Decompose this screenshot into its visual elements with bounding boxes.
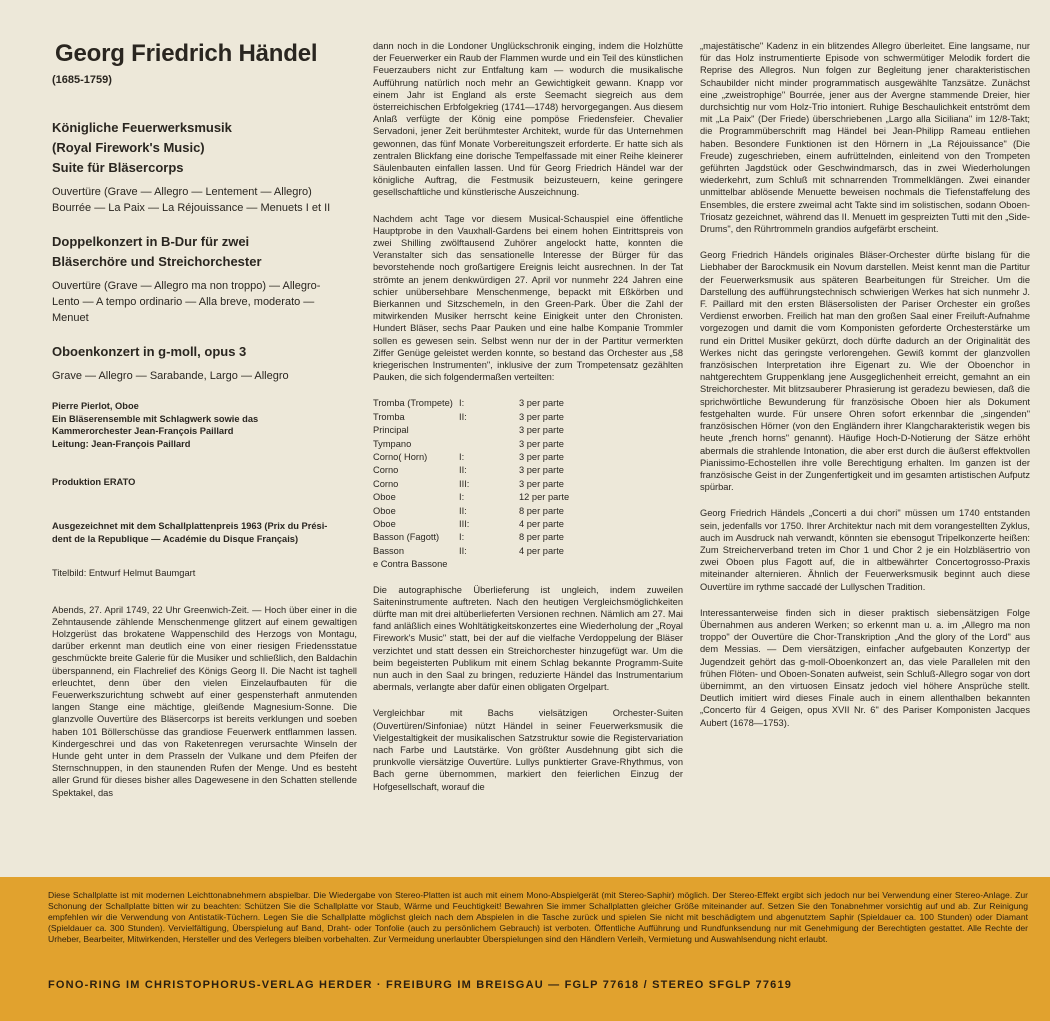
- publisher-line: FONO-RING IM CHRISTOPHORUS-VERLAG HERDER · FREIBURG IM BREISGAU — FGLP 77618 / STEREO SFGLP 77619: [48, 979, 793, 991]
- credit-line: Leitung: Jean-François Paillard: [52, 438, 191, 449]
- movement-line: Ouvertüre (Grave — Allegro — Lentement — Allegro): [52, 186, 312, 199]
- instrument-part: III:: [459, 478, 470, 489]
- instrument-part: I:: [459, 532, 465, 543]
- instrument-part: II:: [459, 465, 467, 476]
- handling-notice: Diese Schallplatte ist mit modernen Leichttonabnehmern abspielbar. Die Wiedergabe von Stereo-Platten ist auch mit einem Mono-Abspielgerät (mit Stereo-Saphir) möglich. Der Stereo-Effekt ergibt sich jedoch nur bei Verwendung einer Stereo-Anlage. Zur Schonung der Schallplatte bitten wir zu beachten: Schützen Sie die Schallplatte vor Staub, Wärme und Feuchtigkeit! Bewahren Sie immer Schallplatten gleicher Größe miteinander auf. Setzen Sie den Tonabnehmer vorsichtig auf und ab. Zur Reinigung empfehlen wir die Verwendung von Antistatik-Tüchern. Legen Sie die Schallplatte möglichst gleich nach dem Abspielen in die Tasche zurück und spielen Sie nicht mit beschädigtem und abgenutztem Saphir (Spieldauer ca. 100 Stunden) oder Diamant (Spieldauer ca. 300 Stunden). Vervielfältigung, Überspielung auf Band, Draht- oder Tonfolie (auch zu persönlichem Gebrauch) ist verboten. Öffentliche Aufführung und Rundfunksendung nur mit Genehmigung der Berechtigten gestattet. Alle Rechte der Urheber, Bearbeiter, Mitwirkenden, Hersteller und des Verlegers bleiben vorbehalten. Zur Vermeidung unerlaubter Überspielungen sind den Händlern Verleih, Vermietung und Auswahlsendung nicht erlaubt.: [48, 890, 1028, 945]
- instrument-count: 3 per parte: [519, 411, 564, 422]
- instrument-table: [373, 397, 683, 571]
- instrument-count: [519, 558, 639, 571]
- instrument-count: 3 per parte: [519, 425, 564, 436]
- award-note: [52, 520, 357, 545]
- instrument-name: Oboe: [373, 492, 396, 503]
- instrument-part: I:: [459, 452, 465, 463]
- instrument-part: [459, 438, 519, 451]
- instrument-part: I:: [459, 398, 465, 409]
- right-column: [700, 40, 1030, 743]
- work-title: [52, 118, 357, 178]
- instrument-part: III:: [459, 519, 470, 529]
- instrument-count: 8 per parte: [519, 505, 564, 516]
- composer-years: (1685-1759): [52, 74, 112, 86]
- work-title-line: Oboenkonzert in g-moll, opus 3: [52, 344, 247, 360]
- credit-line: Pierre Pierlot, Oboe: [52, 401, 139, 412]
- instrument-count: 8 per parte: [519, 532, 564, 543]
- work-title: [52, 342, 357, 362]
- instrument-name: Oboe: [373, 505, 396, 516]
- work-movements: [52, 278, 357, 326]
- instrument-row: [373, 451, 683, 464]
- composer-title: Georg Friedrich Händel: [55, 40, 318, 67]
- instrument-row: [373, 491, 683, 504]
- work-1: [52, 118, 357, 216]
- left-column: [52, 40, 357, 813]
- instrument-name: Corno: [373, 478, 399, 489]
- movement-line: Bourrée — La Paix — La Réjouissance — Menuets I et II: [52, 202, 331, 215]
- instrument-row: [373, 411, 683, 424]
- instrument-name: Tympano: [373, 438, 412, 449]
- instrument-part: II:: [459, 545, 467, 556]
- instrument-count: 3 per parte: [519, 398, 564, 409]
- instrument-part: [459, 558, 519, 571]
- instrument-name: Oboe: [373, 519, 396, 529]
- work-title-line: Doppelkonzert in B-Dur für zwei: [52, 234, 250, 250]
- instrument-name: Principal: [373, 425, 409, 436]
- liner-paragraph: Georg Friedrich Händels „Concerti a dui chori" müssen um 1740 entstanden sein, jedenfalls vor 1750. Ihrer Architektur nach mit dem vorangestellten Zyklus, auch im Ausdruck nah verwandt, könnten sie ebensogut Tripelkonzerte heißen: Zum Streicherverband treten im Chor 1 und Chor 2 je ein Holzbläsertrio von zwei Oboen plus Fagott auf, die in altbewährter Concertogrosso-Praxis miteinander alternieren. Ähnlich der Feuerwerksmusik beginnt auch diese Ouvertüre im rythme saccadé der Lullyschen Tradition.: [700, 508, 1030, 592]
- movement-line: Grave — Allegro — Sarabande, Largo — Allegro: [52, 370, 289, 383]
- movement-line: Lento — A tempo ordinario — Alla breve, moderato —: [52, 296, 315, 309]
- credit-line: Ein Bläserensemble mit Schlagwerk sowie das: [52, 413, 259, 424]
- instrument-name: Basson (Fagott): [373, 532, 440, 543]
- middle-column: [373, 40, 683, 807]
- movement-line: Menuet: [52, 312, 89, 325]
- work-title-line: Suite für Bläsercorps: [52, 160, 184, 176]
- footer-band: [0, 877, 1050, 1021]
- work-title: [52, 232, 357, 272]
- instrument-row: [373, 397, 683, 410]
- instrument-count: 4 per parte: [519, 545, 564, 556]
- instrument-row: [373, 424, 683, 437]
- instrument-name: e Contra Bassone: [373, 559, 448, 570]
- instrument-row: [373, 478, 683, 491]
- instrument-row: [373, 438, 683, 451]
- award-line: Ausgezeichnet mit dem Schallplattenpreis 1963 (Prix du Prési-: [52, 521, 328, 532]
- instrument-count: 3 per parte: [519, 478, 564, 489]
- instrument-row: [373, 518, 683, 531]
- instrument-count: 12 per parte: [519, 492, 570, 503]
- instrument-count: 3 per parte: [519, 438, 564, 449]
- performer-credits: [52, 400, 357, 450]
- liner-paragraph: dann noch in die Londoner Unglückschronik einging, indem die Holzhütte der Feuerwerker ein Raub der Flammen wurde und ein Teil des künstlichen Feuerzaubers nicht zur Entfaltung kam — wodurch die musikalische Aufführung natürlich noch mehr an Gewichtigkeit gewann. Knapp vor einem Jahr ist England als erste Seemacht siegreich aus dem österreichischen Erbfolgekrieg (1741—1748) hervorgegangen. Aus diesem Anlaß verfügte der König eine pompöse Friedensfeier. Chevalier Servadoni, jener Zeit berühmtester Architekt, wurde für das Unternehmen gewonnen, das fünf Monate Vorbereitungszeit erforderte. Er hatte sich als zentralen Blickfang eine dorische Tempelfassade mit einer Reihe kleinerer Säulenbauten einfallen lassen. Und für Georg Friedrich Händel war der königliche Auftrag, die Festmusik beizusteuern, keine geringere gesellschaftliche und künstlerische Auszeichnung.: [373, 41, 683, 198]
- work-title-line: Bläserchöre und Streichorchester: [52, 254, 262, 270]
- instrument-name: Corno( Horn): [373, 452, 428, 463]
- instrument-row: [373, 545, 683, 558]
- movement-line: Ouvertüre (Grave — Allegro ma non troppo) — Allegro-: [52, 280, 321, 293]
- instrument-name: Tromba (Trompete): [373, 398, 453, 409]
- production-label: Produktion ERATO: [52, 477, 136, 488]
- work-title-line: (Royal Firework's Music): [52, 140, 205, 156]
- instrument-name: Basson: [373, 545, 405, 556]
- work-3: [52, 342, 357, 384]
- instrument-row: [373, 531, 683, 544]
- instrument-count: 3 per parte: [519, 452, 564, 463]
- liner-paragraph: Abends, 27. April 1749, 22 Uhr Greenwich-Zeit. — Hoch über einer in die Zehntausende zählende Menschenmenge glitzert auf einem gewaltigen Holzgerüst das brokatene Wappenschild des Herzogs von Montagu, darüber erkennt man deutlich eine von einer riesigen Friedensstatue geschmückte breite Galerie für die Musiker und schließlich, den Baldachin überspannend, ein Flachrelief des Königs Georg II. Die Nacht ist taghell erleuchtet, denn über den vielen Einzelaufbauten für die Feuerwerkszurichtung schwebt auf einer gespensterhaft anmutenden langen Stange eine mächtige, gleißende Magnesium-Sonne. Die glanzvolle Ouvertüre des Bläsercorps ist bereits verklungen und soeben haben 101 Böllerschüsse das grandiose Feuerwerk entflammen lassen. Kindergeschrei und das von Raketenregen verursachte Winseln der Hunde geht unter in dem Prasseln der Vulkane und dem Pfeifen der Sternschnuppen, in den staunenden Rufen der Menge. Und es besteht aller Grund für dieses bisher alles Dagewesene in den Schatten stellende Spektakel, das: [52, 604, 357, 798]
- instrument-row: [373, 505, 683, 518]
- liner-paragraph: „majestätische" Kadenz in ein blitzendes Allegro überleitet. Eine langsame, nur für das Holz instrumentierte Episode von schwermütiger Melodik fordert die Reprise des Allegros. Nun folgen zur Begleitung jener charakteristischen Schaubilder nicht minder programmatisch ausgewählte Tanzsätze. Zunächst eine „zweistrophige" Bourrée, jener aus der Avergne stammende Dreier, hier durchsichtig nur vom Holz-Trio intoniert. Ruhige Beschaulichkeit entströmt dem mit „La Paix" (Der Friede) überschriebenen „Largo alla Siciliana" im 12/8-Takt; die Programmüberschrift mag Händel bei Jean-Philipp Rameau entliehen haben. Besondere Funktionen ist den Hörnern in „La Réjouissance" (Die Freude) zugeschrieben, einem aufrüttelnden, einleitend von den Trompeten geführten Jagdstück oder Geschwindmarsch, das in zwei Wiederholungen wiederkehrt, zum Schluß mit schnarrenden Trommelklängen. Zwei einander unmittelbar ablösende Menuette beweisen nochmals die Tiefenstaffelung des Ensembles, die erstere zweimal acht Takte sind im solistischen, sodann Oboen-Triosatz gezeichnet, während das II. Menuett im gespreizten Tutti mit den „Side-Drums", den Rührtrommeln grandios aufgefärbt erscheint.: [700, 41, 1030, 235]
- liner-paragraph: Georg Friedrich Händels originales Bläser-Orchester dürfte bislang für die Liebhaber der Barockmusik ein Novum darstellen. Meist kennt man die Partitur der Feuerwerksmusik aus späteren Bearbeitungen für Streicher. Um die Darstellung des aufführungstechnisch schwierigen Werkes hat sich nunmehr J. F. Paillard mit den ersten Bläsersolisten der Pariser Orchester ein großes Verdienst erworben. Freilich hat man den großen Saal einer Freiluft-Aufnahme vorgezogen und damit die vom Komponisten geforderte Orchesterstärke um rund ein Drittel Musiker gekürzt, doch dürfte dadurch an der Originalität des Werkes nicht das geringste verlorengehen. Gewiß kommt der glanzvollen französischen Interpretation ihre Eigenart zu. Wie der Oboenchor in nahtgerechtem Gruppenklang jene Ausgeglichenheit erreicht, gemahnt an ein Streichorchester. Mit blitzsauberer Phrasierung ist geradezu bewiesen, daß die sprichwörtliche Bewunderung für französische Oboen hier als Dokument festgehalten wurde. Für unsere Ohren sofort erkennbar die „singenden" französischen Hörner (von den Engländern ihrer Klangcharakteristik wegen bis heute „french horns" genannt). Häufige Hoch-D-Notierung der Sätze erhöht abermals die strahlende Intonation, die aber erst durch die äußerst effektvollen Pianissimo-Echostellen ihre volle Berechtigung erhalten. Im ganzen ist der französische Geist in der Zungenfertigkeit und im gesamten artistischen Aufputz spürbar.: [700, 250, 1030, 493]
- liner-paragraph: Nachdem acht Tage vor diesem Musical-Schauspiel eine öffentliche Hauptprobe in den Vauxhall-Gardens bei einem hohen Eintrittspreis von zwei Shilling zwölftausend Zuhörer angelockt hatte, konnten die Veranstalter sich das sensationelle Interesse der Bürger für das bevorstehende noch großartigere Ereignis leicht ausrechnen. In der Tat strömte an jenem denkwürdigen 27. April vor nunmehr 224 Jahren eine schier unübersehbare Menschenmenge, bepackt mit Eßkörben und Bierkannen und Sitzschemeln, in den Green-Park. Über die Zahl der mitwirkenden Musiker herrscht keine Einigkeit unter den Chronisten. Hundert Bläser, sechs Paar Pauken und eine halbe Kompanie Trommler sollen es gewesen sein. Selbst wenn nur der in der Partitur vermerkten Ziffer Genüge geleistet werden konnte, so bestand das Orchester aus „58 kriegerischen Instrumenten", inklusive der zum Trompetensatz gezählten Pauken, die sich folgendermaßen verteilten:: [373, 213, 683, 383]
- work-movements: [52, 184, 357, 216]
- instrument-count: 3 per parte: [519, 465, 564, 476]
- award-line: dent de la Republique — Académie du Disque Français): [52, 533, 299, 544]
- instrument-count: 4 per parte: [519, 519, 564, 529]
- instrument-part: [459, 424, 519, 437]
- work-2: [52, 232, 357, 326]
- liner-paragraph: Die autographische Überlieferung ist ungleich, indem zuweilen Saiteninstrumente auftreten. Nach den heutigen Vergleichsmöglichkeiten dürfte man mit drei altüberlieferten Versionen rechnen. Nämlich am 27. Mai fand anläßlich eines Wohltätigkeitskonzertes eine Wiederholung der „Royal Firework's Music" statt, bei der auf die vielfache Verdoppelung der Bläser verzichtet und statt dessen ein Streichorchester hinzugefügt war. Um die beim begeisterten Publikum mit einem Schlag bekannte Programm-Suite nun auch in den Saal zu bringen, reduzierte Händel das Instrumentarium abermals, verlangte aber dafür einen obligaten Orgelpart.: [373, 584, 683, 693]
- work-movements: [52, 368, 357, 384]
- instrument-name: Corno: [373, 465, 399, 476]
- liner-paragraph: Vergleichbar mit Bachs vielsätzigen Orchester-Suiten (Ouvertüren/Sinfoniae) nützt Händel in seiner Feuerwerksmusik die Vielgestaltigkeit der musikalischen Satzstruktur sowie die Registervariation nach Farbe und Lautstärke. Von größter Ausdehnung gibt sich die prunkvolle viersätzige Ouvertüre. Lullys punktierter Grave-Rhythmus, von Bach gerne übernommen, markiert den feierlichen Einzug der Hofgesellschaft, worauf die: [373, 708, 683, 792]
- instrument-row: [373, 558, 683, 571]
- instrument-row: [373, 464, 683, 477]
- instrument-name: Tromba: [373, 411, 405, 422]
- cover-credit: Titelbild: Entwurf Helmut Baumgart: [52, 568, 196, 579]
- credit-line: Kammerorchester Jean-François Paillard: [52, 426, 234, 437]
- instrument-part: II:: [459, 505, 467, 516]
- liner-paragraph: Interessanterweise finden sich in dieser praktisch siebensätzigen Folge Übernahmen aus anderen Werken; so erkennt man u. a. im „Allegro ma non troppo" der Ouvertüre die Chor-Transkription „And the glory of the Lord" aus dem Messias. — Dem viersätzigen, einfacher aufgebauten Konzertyp der Jugendzeit gehört das g-moll-Oboenkonzert an, das viele Parallelen mit den frühen Flöten- und Oboen-Sonaten aufweist, sein Schluß-Allegro sogar von dort übernimmt, an den virtuosen Einsatz jedoch viel höhere Ansprüche stellt. Deutlich imitiert wird dieses Finale auch in einem allenthalben bekannten „Concerto für 4 Geigen, opus XVII Nr. 6" des Pariser Komponisten Jacques Aubert (1678—1753).: [700, 607, 1030, 728]
- instrument-part: II:: [459, 411, 467, 422]
- instrument-part: I:: [459, 492, 465, 503]
- work-title-line: Königliche Feuerwerksmusik: [52, 120, 232, 136]
